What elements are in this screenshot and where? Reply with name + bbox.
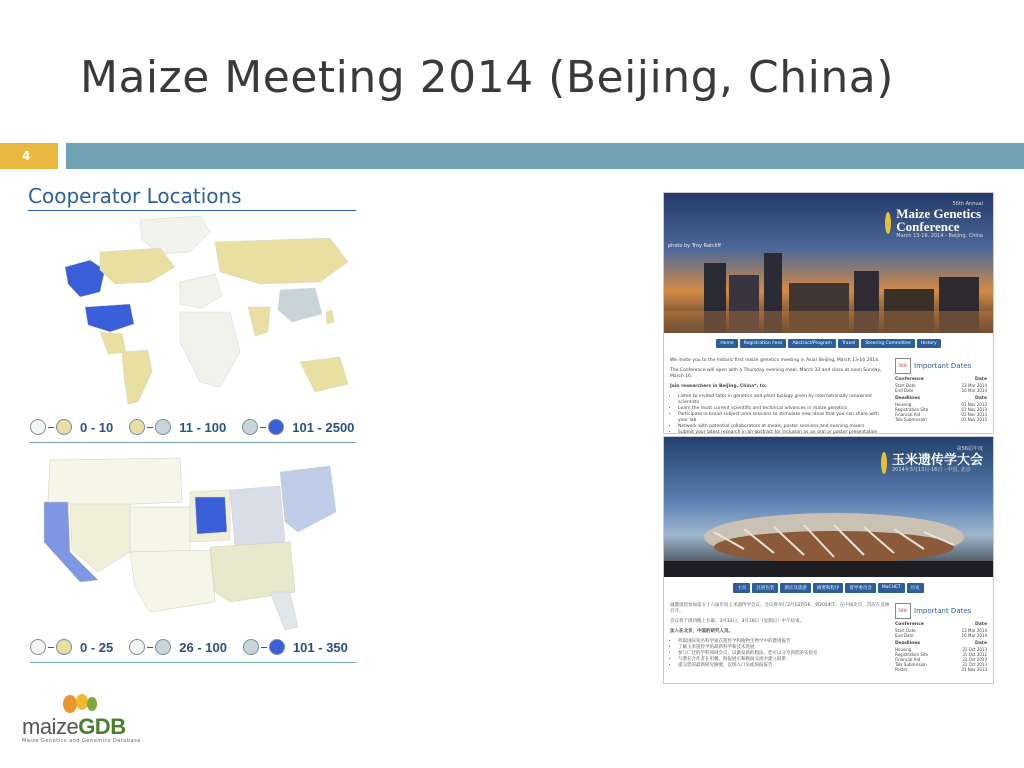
date-row-label: Start Date: [895, 628, 916, 633]
conference-text: [670, 603, 890, 669]
legend-dash: [147, 647, 153, 648]
calendar-icon: 56th: [895, 358, 911, 374]
list-item: • Submit your latest research in an abstract for inclusion as an oral or poster presentation: [678, 430, 890, 436]
deadline-row-label: Registration Site: [895, 652, 929, 657]
deadline-row-value: 01 Nov 2013: [961, 412, 987, 417]
us-legend-item: [243, 639, 348, 655]
logo-word-maize: maize: [22, 714, 79, 739]
us-map: [30, 452, 356, 632]
date-row-label: Start Date: [895, 383, 916, 388]
legend-swatch: [268, 419, 284, 435]
conference-nav: [664, 577, 993, 599]
join-text: 加入在北京，中国的研究人员。: [670, 629, 733, 634]
legend-range: 11 - 100: [179, 419, 227, 435]
list-item: • 提交您的最新研究摘要，以纳入口头或海报报告: [678, 663, 890, 669]
legend-swatch: [129, 639, 145, 655]
conference-body: [664, 599, 993, 673]
list-item: • 听取国际知名科学家在遗传学和植物生物学中的邀请报告: [678, 639, 890, 645]
date-row: [895, 388, 987, 393]
conference-name: 玉米遗传学大会: [891, 452, 983, 467]
title-bar: [66, 143, 1024, 169]
legend-swatch: [129, 419, 145, 435]
date-row: [895, 633, 987, 638]
deadlines-label: Deadlines: [895, 641, 921, 646]
us-legend-item: [30, 639, 113, 655]
legend-range: 0 - 25: [80, 639, 114, 655]
legend-swatch: [243, 639, 259, 655]
nav-item[interactable]: 注册包装: [752, 583, 778, 593]
conference-text: [670, 358, 890, 446]
nav-history[interactable]: History: [917, 339, 941, 348]
join-text: Join researchers in Beijing, China*, to:: [670, 384, 767, 389]
conference-name-line1: Maize Genetics: [896, 206, 982, 221]
conference-page-english: [663, 192, 994, 434]
logo-wordmark: [22, 714, 141, 740]
slide-title: Maize Meeting 2014 (Beijing, China): [80, 52, 894, 103]
legend-swatch: [30, 419, 46, 435]
legend-dash: [147, 427, 153, 428]
deadline-row: [895, 667, 987, 672]
date-row-value: 13 Mar 2014: [961, 628, 987, 633]
nav-item[interactable]: 摘要和程序: [813, 583, 844, 593]
date-row-label: End Date: [895, 388, 914, 393]
nav-abstract-program[interactable]: Abstract/Program: [788, 339, 835, 348]
deadline-row-value: 01 Nov 2013: [961, 417, 987, 422]
date-label: Date: [975, 377, 987, 382]
nav-registration-fees[interactable]: Registration Fees: [740, 339, 787, 348]
important-dates-panel: [895, 603, 987, 672]
date-label: Date: [975, 622, 987, 627]
nav-item[interactable]: 历史: [907, 583, 924, 593]
deadline-row-value: 31 Nov 2013: [961, 667, 987, 672]
world-legend-item: [129, 419, 226, 435]
list-item: • 了解玉米遗传学的最新科学和技术进展: [678, 645, 890, 651]
maizegdb-logo: [22, 698, 141, 744]
date-row-value: 13 Mar 2014: [961, 383, 987, 388]
nav-travel[interactable]: Travel: [838, 339, 859, 348]
deadline-row-label: Financial Aid: [895, 657, 921, 662]
deadline-row-value: 31 Oct 2013: [962, 647, 987, 652]
legend-swatch: [269, 639, 285, 655]
nav-item[interactable]: MaCHET: [878, 583, 905, 593]
legend-swatch: [30, 639, 46, 655]
nav-item[interactable]: 督导委员会: [845, 583, 876, 593]
list-item: • 与潜在合作者在用餐、海报展示和晚间交流中建立联系: [678, 657, 890, 663]
deadlines-label: Deadlines: [895, 396, 921, 401]
conference-dates: 2014年3月13日-16日 - 中国, 北京: [891, 467, 971, 473]
date-row-value: 16 Mar 2014: [961, 633, 987, 638]
calendar-icon: 56th: [895, 603, 911, 619]
conference-dates: March 13-16, 2014 - Beijing, China: [896, 233, 983, 239]
open-text: The Conference will open with a Thursday evening meal, March 13 and close at noon Sunday, March 16.: [670, 368, 882, 379]
list-item: • 参与广泛的学科领域会议，以激发新的想法，您可以分享到您的实验室: [678, 651, 890, 657]
deadline-row-value: 31 Oct 2013: [962, 657, 987, 662]
deadline-row-label: Registration Site: [895, 407, 929, 412]
date-label: Date: [975, 641, 987, 646]
legend-dash: [48, 647, 54, 648]
photo-credit: photo by Troy Ratcliff: [668, 243, 721, 249]
us-map-legend: [30, 632, 356, 663]
list-item: • Listen to invited talks in genetics and plant biology given by internationally renowned scientists: [678, 394, 890, 406]
legend-swatch: [242, 419, 258, 435]
legend-swatch: [56, 639, 72, 655]
deadline-row-value: 31 Oct 2012: [962, 652, 987, 657]
date-row-label: End Date: [895, 633, 914, 638]
corn-icon: [885, 212, 891, 234]
us-legend-item: [129, 639, 227, 655]
conference-logo: [881, 445, 983, 474]
deadline-row-label: Housing: [895, 402, 912, 407]
nav-home[interactable]: Home: [716, 339, 737, 348]
deadline-row-value: 01 Nov 2013: [961, 407, 987, 412]
legend-dash: [261, 647, 267, 648]
list-item: • Network with potential collaborators at meals, poster sessions and evening mixers: [678, 424, 890, 430]
legend-dash: [260, 427, 266, 428]
logo-word-gdb: GDB: [78, 714, 126, 739]
deadline-row-label: Poster: [895, 667, 908, 672]
important-dates-heading: Important Dates: [914, 362, 972, 370]
nav-item[interactable]: 主页: [733, 583, 750, 593]
important-dates-panel: [895, 358, 987, 422]
important-dates-heading: Important Dates: [914, 607, 972, 615]
corn-icon: [881, 452, 887, 474]
legend-swatch: [56, 419, 72, 435]
intro-text: We invite you to the historic first maize genetics meeting in Asia! Beijing, March 13-16 2014.: [670, 358, 880, 363]
section-heading: Cooperator Locations: [28, 184, 356, 211]
nav-item[interactable]: 酒店及旅游: [780, 583, 811, 593]
conference-nav: [664, 333, 993, 354]
deadline-row-value: 01 Nov 2013: [961, 402, 987, 407]
deadline-row-label: Talk Submission: [895, 417, 927, 422]
legend-range: 101 - 350: [292, 639, 348, 655]
legend-dash: [48, 427, 54, 428]
logo-tagline: Maize Genetics and Genomics Database: [22, 738, 141, 744]
bullet-list: [670, 394, 890, 436]
date-row-value: 16 Mar 2014: [961, 388, 987, 393]
world-legend-item: [30, 419, 113, 435]
world-map: [30, 212, 356, 412]
bullet-list: [670, 639, 890, 669]
world-legend-item: [242, 419, 354, 435]
conference-edition: 56th Annual: [952, 201, 983, 207]
deadline-row-value: 31 Oct 2013: [962, 662, 987, 667]
deadline-row-label: Financial Aid: [895, 412, 921, 417]
legend-range: 26 - 100: [179, 639, 227, 655]
intro-text: 诚邀请您参加第五十六届年度玉米遗传学会议。会议将举行3月13到16，到2014年，在中国北京，首次在亚洲召开。: [670, 603, 890, 614]
conference-edition: 第56届年度: [956, 446, 983, 452]
deadline-row-label: Talk Submission: [895, 662, 927, 667]
legend-range: 0 - 10: [80, 419, 114, 435]
conference-logo: [885, 201, 983, 239]
slide-number: 4: [22, 149, 31, 163]
list-item: • Learn the most current scientific and technical advances in maize genetics: [678, 406, 890, 412]
conference-banner-photo: [664, 193, 993, 333]
conference-label: Conference: [895, 377, 924, 382]
date-label: Date: [975, 396, 987, 401]
conference-banner-photo: [664, 437, 993, 577]
legend-swatch: [155, 419, 171, 435]
slide-number-box: [0, 143, 58, 169]
deadline-row: [895, 417, 987, 422]
conference-name-line2: Conference: [896, 219, 960, 234]
conference-label: Conference: [895, 622, 924, 627]
nav-steering-committee[interactable]: Steering Committee: [861, 339, 914, 348]
deadline-row-label: Housing: [895, 647, 912, 652]
legend-swatch: [155, 639, 171, 655]
list-item: • Participate in broad subject area sessions to stimulate new ideas that you can share with your lab: [678, 412, 890, 424]
legend-range: 101 - 2500: [292, 419, 355, 435]
open-text: 会议将于周四晚上开幕，3月13日，3月16日（星期日）中午结束。: [670, 619, 805, 624]
logo-blobs-icon: [60, 692, 100, 714]
world-map-legend: [30, 412, 356, 443]
conference-page-chinese: [663, 436, 994, 684]
